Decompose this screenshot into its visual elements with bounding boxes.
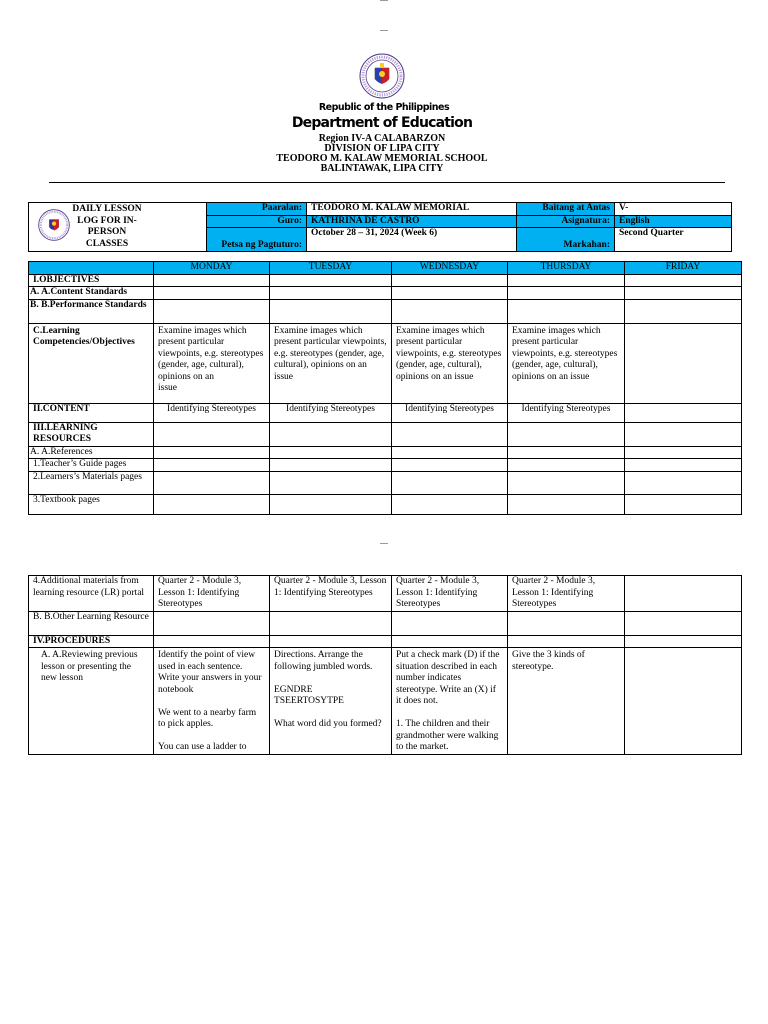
- markahan-label: Markahan:: [517, 228, 615, 252]
- content-tuesday: Identifying Stereotypes: [270, 403, 392, 422]
- table-row: [29, 422, 742, 446]
- paaralan-value: TEODORO M. KALAW MEMORIAL: [307, 203, 517, 216]
- deped-seal-small-icon: [38, 209, 70, 241]
- table-row: [29, 299, 742, 323]
- log-title: DAILY LESSON LOG FOR IN-PERSON CLASSES: [72, 204, 142, 249]
- table-row: [29, 323, 742, 403]
- additional-tuesday: Quarter 2 - Module 3, Lesson 1: Identifying Stereotypes: [270, 576, 392, 612]
- table-row: [29, 635, 742, 648]
- content-monday: Identifying Stereotypes: [154, 403, 270, 422]
- table-row: [29, 446, 742, 459]
- table-row: [29, 403, 742, 422]
- table-row: [29, 494, 742, 514]
- table-row: [29, 459, 742, 472]
- corner-cell: [29, 262, 154, 275]
- department-title: Department of Education: [291, 115, 473, 131]
- competency-tuesday: Examine images which present particular viewpoints, e.g. stereotypes (gender, age, cultural), opinions on an issue: [270, 323, 392, 403]
- day-header-friday: FRIDAY: [625, 262, 742, 275]
- region-label: Region IV-A CALABARZON: [318, 133, 446, 144]
- guro-value: KATHRINA DE CASTRO: [307, 215, 517, 228]
- republic-label: Republic of the Philippines: [318, 102, 450, 113]
- page-top-mark: [380, 0, 388, 1]
- petsa-label: Petsa ng Pagtuturo:: [207, 228, 307, 252]
- learners-materials-label: 2.Learners’s Materials pages: [29, 471, 154, 494]
- day-header-row: [29, 262, 742, 275]
- paaralan-label: Paaralan:: [207, 203, 307, 216]
- review-tuesday: Directions. Arrange the following jumbled words. EGNDRE TSEERTOSYTPE What word did you formed?: [270, 648, 392, 755]
- lesson-table-continued: [28, 575, 742, 755]
- day-header-wednesday: WEDNESDAY: [392, 262, 508, 275]
- lesson-table: [28, 261, 742, 515]
- asignatura-label: Asignatura:: [517, 215, 615, 228]
- guro-label: Guro:: [207, 215, 307, 228]
- competency-thursday: Examine images which present particular viewpoints, e.g. stereotypes (gender, age, cultural), opinions on an issue: [508, 323, 625, 403]
- competencies-label: C.Learning Competencies/Objectives: [29, 323, 154, 403]
- content-label: II.CONTENT: [29, 403, 154, 422]
- competency-wednesday: Examine images which present particular viewpoints, e.g. stereotypes (gender, age, cultural), opinions on an issue: [392, 323, 508, 403]
- day-header-monday: MONDAY: [154, 262, 270, 275]
- objectives-label: I.OBJECTIVES: [29, 274, 154, 287]
- review-thursday: Give the 3 kinds of stereotype.: [508, 648, 625, 755]
- table-row: [29, 611, 742, 635]
- textbook-label: 3.Textbook pages: [29, 494, 154, 514]
- petsa-value: October 28 – 31, 2024 (Week 6): [307, 228, 517, 252]
- content-thursday: Identifying Stereotypes: [508, 403, 625, 422]
- other-resource-label: B. B.Other Learning Resource: [29, 611, 154, 635]
- table-row: [29, 274, 742, 287]
- procedures-label: IV.PROCEDURES: [29, 635, 154, 648]
- log-title-cell: [29, 203, 207, 252]
- reviewing-label: A. A.Reviewing previous lesson or presenting the new lesson: [29, 648, 154, 755]
- asignatura-value: English: [615, 215, 732, 228]
- table-row: [29, 576, 742, 612]
- additional-monday: Quarter 2 - Module 3, Lesson 1: Identifying Stereotypes: [154, 576, 270, 612]
- performance-standards-label: B. B.Performance Standards: [29, 299, 154, 323]
- page-break-mark: [380, 543, 388, 544]
- info-table: [28, 202, 732, 252]
- location-label: BALINTAWAK, LIPA CITY: [320, 163, 444, 174]
- day-header-thursday: THURSDAY: [508, 262, 625, 275]
- deped-seal-icon: [359, 53, 405, 99]
- competency-monday: Examine images which present particular viewpoints, e.g. stereotypes (gender, age, cultural), opinions on an issue: [154, 323, 270, 403]
- table-row: [29, 471, 742, 494]
- page-header-mark: [380, 30, 388, 31]
- additional-thursday: Quarter 2 - Module 3, Lesson 1: Identifying Stereotypes: [508, 576, 625, 612]
- markahan-value: Second Quarter: [615, 228, 732, 252]
- header-divider: [49, 182, 725, 183]
- division-label: DIVISION OF LIPA CITY: [324, 143, 440, 154]
- school-label: TEODORO M. KALAW MEMORIAL SCHOOL: [276, 153, 488, 164]
- day-header-tuesday: TUESDAY: [270, 262, 392, 275]
- learning-resources-label: III.LEARNING RESOURCES: [29, 422, 154, 446]
- content-wednesday: Identifying Stereotypes: [392, 403, 508, 422]
- references-label: A. A.References: [29, 446, 154, 459]
- review-monday: Identify the point of view used in each sentence. Write your answers in your notebook We went to a nearby farm to pick apples. You can use a ladder to: [154, 648, 270, 755]
- table-row: [29, 648, 742, 755]
- content-standards-label: A. A.Content Standards: [29, 287, 154, 300]
- review-wednesday: Put a check mark (D) if the situation described in each number indicates stereotype. Write an (X) if it does not. 1. The children and their grandmother were walking to the market.: [392, 648, 508, 755]
- baitang-value: V-: [615, 203, 732, 216]
- baitang-label: Baitang at Antas: [517, 203, 615, 216]
- teachers-guide-label: 1.Teacher’s Guide pages: [29, 459, 154, 472]
- table-row: [29, 287, 742, 300]
- additional-wednesday: Quarter 2 - Module 3, Lesson 1: Identifying Stereotypes: [392, 576, 508, 612]
- additional-materials-label: 4.Additional materials from learning resource (LR) portal: [29, 576, 154, 612]
